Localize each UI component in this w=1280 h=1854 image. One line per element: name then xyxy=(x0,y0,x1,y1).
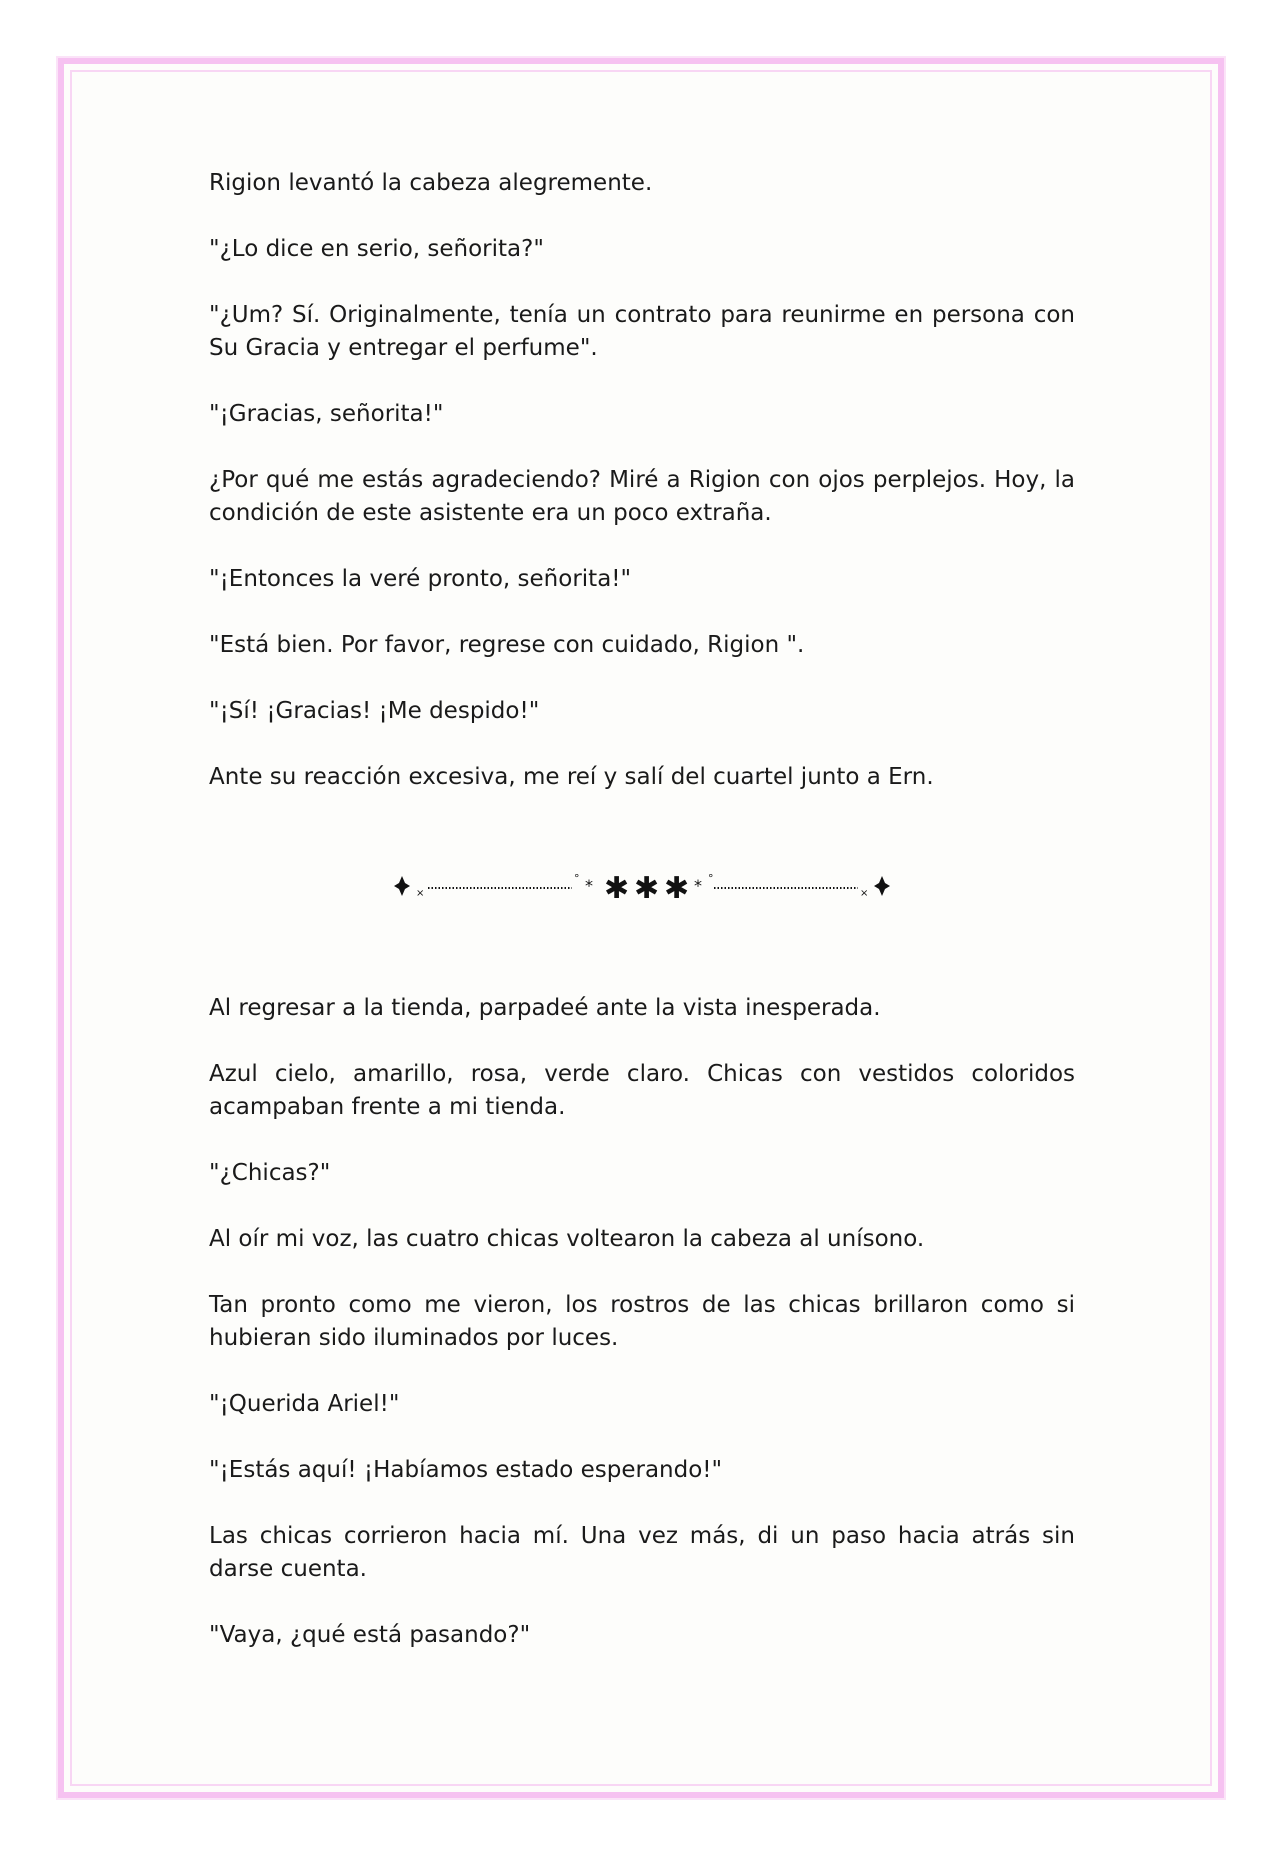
paragraph: Rigion levantó la cabeza alegremente. xyxy=(209,170,653,196)
svg-text:×: × xyxy=(416,888,425,899)
paragraph: "¡Estás aquí! ¡Habíamos estado esperando!" xyxy=(209,1457,723,1483)
paragraph: "¡Entonces la veré pronto, señorita!" xyxy=(209,566,632,592)
svg-text:*: * xyxy=(585,876,593,895)
paragraph: Azul cielo, amarillo, rosa, verde claro. Chicas con vestidos coloridos acampaban frente a mi tienda. xyxy=(209,1061,1075,1120)
paragraph: "¡Gracias, señorita!" xyxy=(209,401,444,427)
paragraph: "¿Lo dice en serio, señorita?" xyxy=(209,236,544,262)
svg-text:✱: ✱ xyxy=(634,871,660,906)
paragraph: "¿Chicas?" xyxy=(209,1160,331,1186)
paragraph: "¡Querida Ariel!" xyxy=(209,1391,400,1417)
paragraph: Tan pronto como me vieron, los rostros de las chicas brillaron como si hubieran sido iluminados por luces. xyxy=(209,1292,1075,1351)
paragraph: "¡Sí! ¡Gracias! ¡Me despido!" xyxy=(209,698,540,724)
paragraph: Ante su reacción excesiva, me reí y salí del cuartel junto a Ern. xyxy=(209,764,934,790)
paragraph: "¿Um? Sí. Originalmente, tenía un contrato para reunirme en persona con Su Gracia y entregar el perfume". xyxy=(209,302,1075,361)
svg-text:✱: ✱ xyxy=(664,871,690,906)
svg-text:°: ° xyxy=(708,872,714,885)
scene-separator xyxy=(209,838,1075,934)
paragraph: "Está bien. Por favor, regrese con cuidado, Rigion ". xyxy=(209,632,805,658)
paragraph: Al oír mi voz, las cuatro chicas voltearon la cabeza al unísono. xyxy=(209,1226,925,1252)
svg-text:°: ° xyxy=(574,872,580,885)
ornamental-star-divider-icon xyxy=(382,866,902,906)
paragraph: ¿Por qué me estás agradeciendo? Miré a Rigion con ojos perplejos. Hoy, la condición de este asistente era un poco extraña. xyxy=(209,467,1075,526)
paragraph: "Vaya, ¿qué está pasando?" xyxy=(209,1622,531,1648)
text-column xyxy=(209,167,1075,1685)
svg-text:✱: ✱ xyxy=(604,871,630,906)
paragraph: Al regresar a la tienda, parpadeé ante la vista inesperada. xyxy=(209,995,881,1021)
paragraph: Las chicas corrieron hacia mí. Una vez más, di un paso hacia atrás sin darse cuenta. xyxy=(209,1523,1075,1582)
svg-text:×: × xyxy=(860,888,869,899)
svg-text:*: * xyxy=(694,876,702,895)
